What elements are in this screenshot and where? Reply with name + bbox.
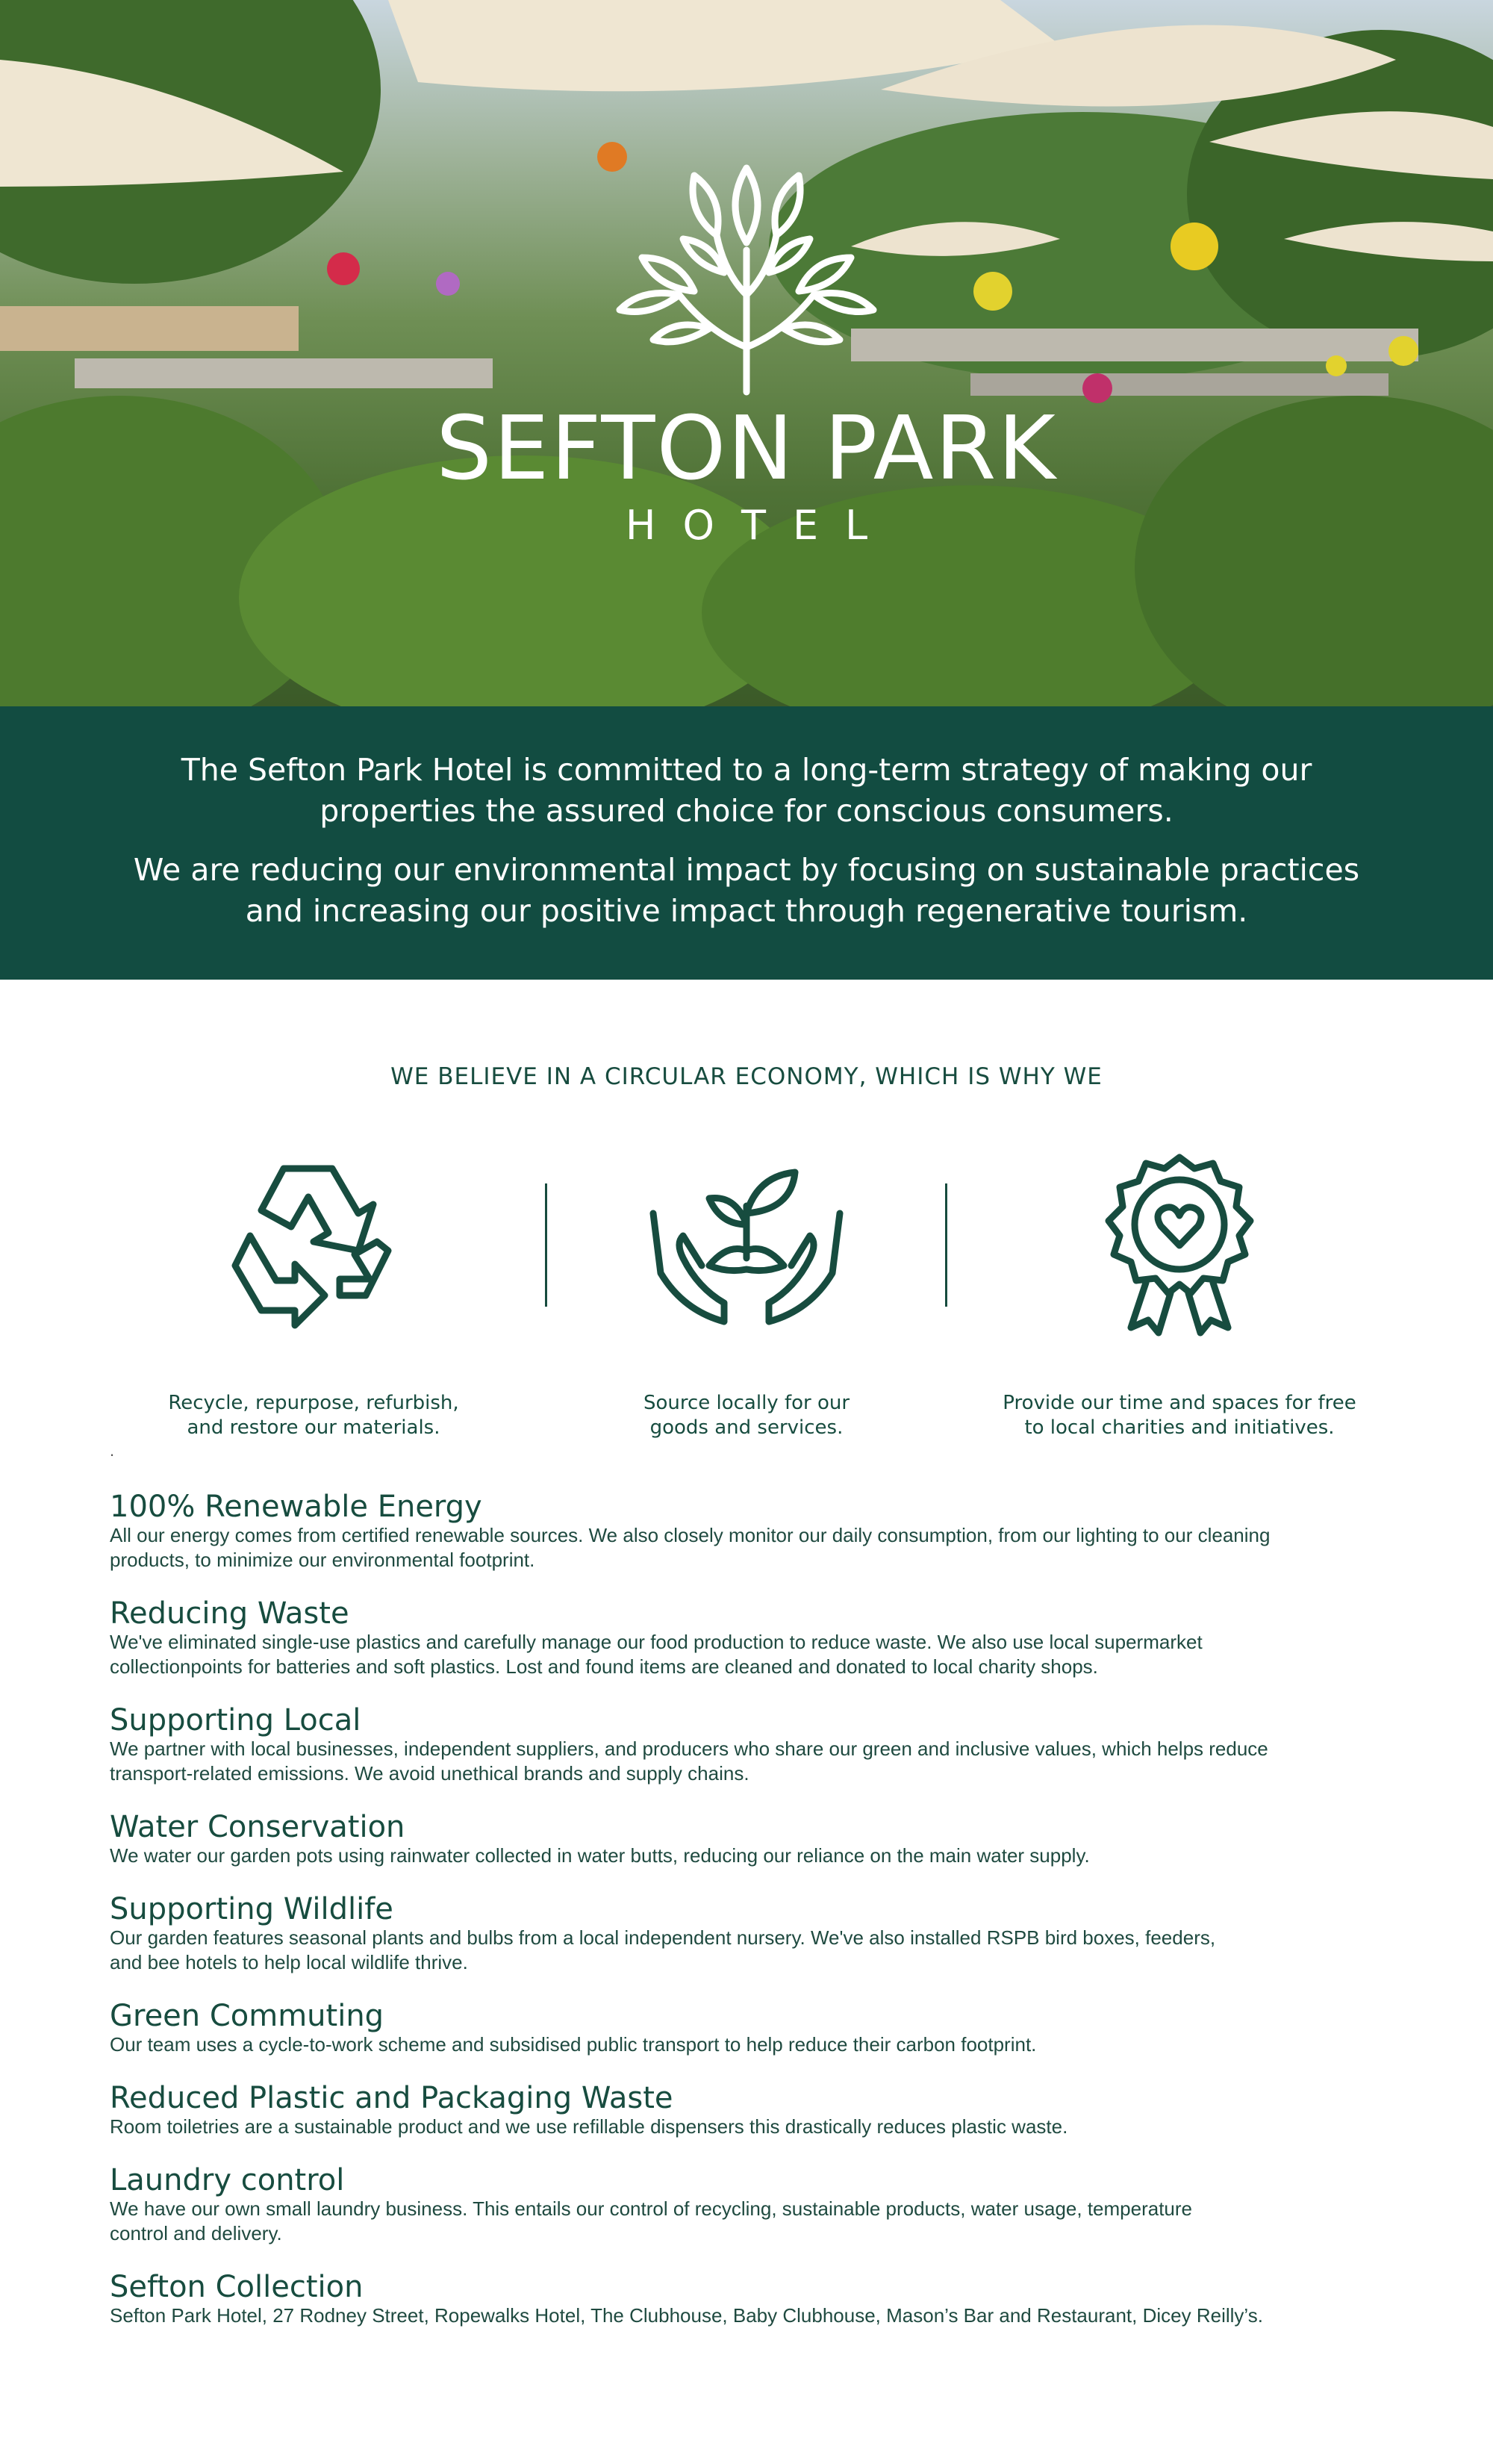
pillar-recycle (123, 1150, 504, 1440)
section-title: Water Conservation (110, 1810, 405, 1844)
pillar-charity (970, 1150, 1388, 1440)
section-item (110, 2000, 1394, 2057)
tree-logo-icon (612, 161, 881, 399)
section-body-line: We partner with local businesses, independent suppliers, and producers who share our green and inclusive values, which helps reduce (110, 1737, 1268, 1760)
section-body (110, 2197, 1394, 2246)
circular-economy-heading: WE BELIEVE IN A CIRCULAR ECONOMY, WHICH IS WHY WE (390, 1063, 1103, 1090)
pillar-charity-line1: Provide our time and spaces for free (1003, 1392, 1356, 1414)
section-body (110, 2303, 1394, 2328)
section-body-line: control and delivery. (110, 2222, 282, 2244)
section-body (110, 2032, 1394, 2057)
intro-band (0, 706, 1493, 980)
section-item (110, 2271, 1394, 2328)
section-body-line: Sefton Park Hotel, 27 Rodney Street, Ropewalks Hotel, The Clubhouse, Baby Clubhouse, Mason’s Bar and Restaurant, Dicey Reilly’s. (110, 2304, 1263, 2327)
section-item (110, 1490, 1394, 1572)
sustainability-sections (110, 1490, 1394, 2353)
pillar-recycle-line1: Recycle, repurpose, refurbish, (168, 1392, 459, 1414)
section-title: Supporting Local (110, 1703, 361, 1737)
brand-name: SEFTON PARK (436, 396, 1057, 500)
section-body-line: collectionpoints for batteries and soft plastics. Lost and found items are cleaned and donated to local charity shops. (110, 1655, 1098, 1678)
section-body (110, 1926, 1394, 1975)
section-body-line: Room toiletries are a sustainable product and we use refillable dispensers this drastically reduces plastic waste. (110, 2115, 1068, 2138)
intro-paragraph-impact: We are reducing our environmental impact by focusing on sustainable practices and increasing our positive impact through regenerative tourism. (133, 852, 1360, 929)
section-item (110, 1597, 1394, 1679)
recycle-icon (220, 1154, 407, 1333)
pillar-source-line1: Source locally for our (643, 1392, 850, 1414)
section-item (110, 2082, 1394, 2139)
section-body-line: Our team uses a cycle-to-work scheme and subsidised public transport to help reduce their carbon footprint. (110, 2033, 1037, 2056)
section-body (110, 1737, 1394, 1786)
pillar-charity-line2: to local charities and initiatives. (1024, 1416, 1335, 1439)
section-item (110, 1811, 1394, 1868)
hotel-logo (0, 161, 1493, 549)
section-title: Sefton Collection (110, 2270, 364, 2304)
section-title: Reduced Plastic and Packaging Waste (110, 2081, 673, 2115)
brand-subtitle: HOTEL (625, 502, 895, 549)
section-title: Laundry control (110, 2163, 345, 2197)
section-title: 100% Renewable Energy (110, 1490, 482, 1524)
section-body-line: All our energy comes from certified renewable sources. We also closely monitor our daily consumption, from our lighting to our cleaning (110, 1524, 1271, 1546)
section-body-line: and bee hotels to help local wildlife thrive. (110, 1951, 468, 1973)
section-body-line: Our garden features seasonal plants and bulbs from a local independent nursery. We've also installed RSPB bird boxes, feeders, (110, 1926, 1216, 1949)
section-title: Supporting Wildlife (110, 1892, 393, 1926)
hands-sprout-icon (638, 1154, 855, 1333)
section-item (110, 1704, 1394, 1786)
section-body (110, 1844, 1394, 1868)
section-body-line: We have our own small laundry business. This entails our control of recycling, sustainable products, water usage, temperature (110, 2197, 1192, 2220)
pillar-recycle-line2: and restore our materials. (187, 1416, 440, 1439)
section-body-line: We water our garden pots using rainwater collected in water butts, reducing our reliance on the main water supply. (110, 1844, 1090, 1867)
section-item (110, 2164, 1394, 2246)
intro-paragraph-commitment: The Sefton Park Hotel is committed to a long-term strategy of making our properties the assured choice for conscious consumers. (181, 752, 1312, 829)
section-title: Reducing Waste (110, 1596, 349, 1631)
pillar-divider (545, 1183, 547, 1307)
section-body-line: We've eliminated single-use plastics and carefully manage our food production to reduce waste. We also use local supermarket (110, 1631, 1203, 1653)
section-body (110, 1630, 1394, 1679)
heart-rosette-icon (1090, 1150, 1269, 1337)
section-body-line: products, to minimize our environmental footprint. (110, 1549, 535, 1571)
section-body (110, 2115, 1394, 2139)
pillar-source-line2: goods and services. (649, 1416, 844, 1439)
pillar-source-local (560, 1150, 933, 1440)
section-body-line: transport-related emissions. We avoid unethical brands and supply chains. (110, 1762, 749, 1785)
separator-dot: . (110, 1441, 115, 1460)
pillar-divider (945, 1183, 947, 1307)
section-body (110, 1523, 1394, 1572)
section-title: Green Commuting (110, 1999, 384, 2033)
section-item (110, 1893, 1394, 1975)
hero-banner (0, 0, 1493, 706)
